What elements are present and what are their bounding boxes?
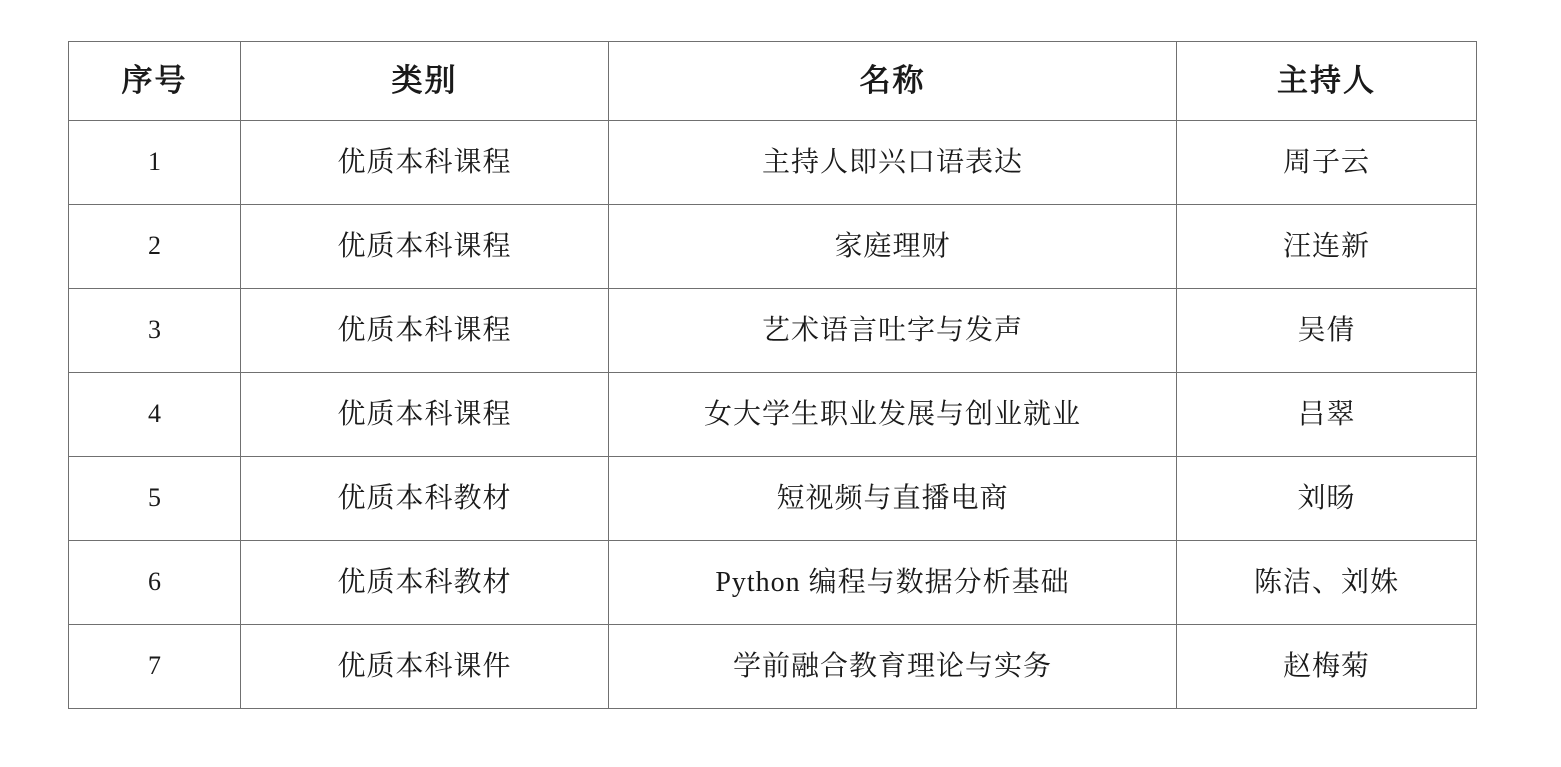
cell-category: 优质本科教材	[241, 541, 609, 625]
cell-index: 3	[69, 289, 241, 373]
table-row	[69, 121, 1477, 205]
cell-name: 主持人即兴口语表达	[609, 121, 1177, 205]
cell-index: 7	[69, 625, 241, 709]
cell-name: Python 编程与数据分析基础	[609, 541, 1177, 625]
cell-host: 刘旸	[1177, 457, 1477, 541]
table-row	[69, 373, 1477, 457]
cell-name: 家庭理财	[609, 205, 1177, 289]
table-row	[69, 625, 1477, 709]
cell-category: 优质本科课程	[241, 289, 609, 373]
cell-category: 优质本科课程	[241, 121, 609, 205]
column-header-category: 类别	[241, 42, 609, 121]
cell-host: 汪连新	[1177, 205, 1477, 289]
cell-host: 赵梅菊	[1177, 625, 1477, 709]
cell-name: 短视频与直播电商	[609, 457, 1177, 541]
table-row	[69, 289, 1477, 373]
table-row	[69, 205, 1477, 289]
cell-index: 5	[69, 457, 241, 541]
cell-name: 艺术语言吐字与发声	[609, 289, 1177, 373]
cell-category: 优质本科教材	[241, 457, 609, 541]
table-row	[69, 541, 1477, 625]
course-list-table	[68, 41, 1477, 709]
table-header-row	[69, 42, 1477, 121]
cell-host: 吕翠	[1177, 373, 1477, 457]
cell-host: 吴倩	[1177, 289, 1477, 373]
column-header-name: 名称	[609, 42, 1177, 121]
table-body	[69, 121, 1477, 709]
cell-index: 2	[69, 205, 241, 289]
cell-category: 优质本科课程	[241, 373, 609, 457]
cell-host: 陈洁、刘姝	[1177, 541, 1477, 625]
column-header-index: 序号	[69, 42, 241, 121]
cell-category: 优质本科课件	[241, 625, 609, 709]
cell-index: 4	[69, 373, 241, 457]
cell-index: 6	[69, 541, 241, 625]
cell-index: 1	[69, 121, 241, 205]
cell-name: 学前融合教育理论与实务	[609, 625, 1177, 709]
cell-host: 周子云	[1177, 121, 1477, 205]
cell-name: 女大学生职业发展与创业就业	[609, 373, 1177, 457]
column-header-host: 主持人	[1177, 42, 1477, 121]
table-row	[69, 457, 1477, 541]
cell-category: 优质本科课程	[241, 205, 609, 289]
table-header	[69, 42, 1477, 121]
